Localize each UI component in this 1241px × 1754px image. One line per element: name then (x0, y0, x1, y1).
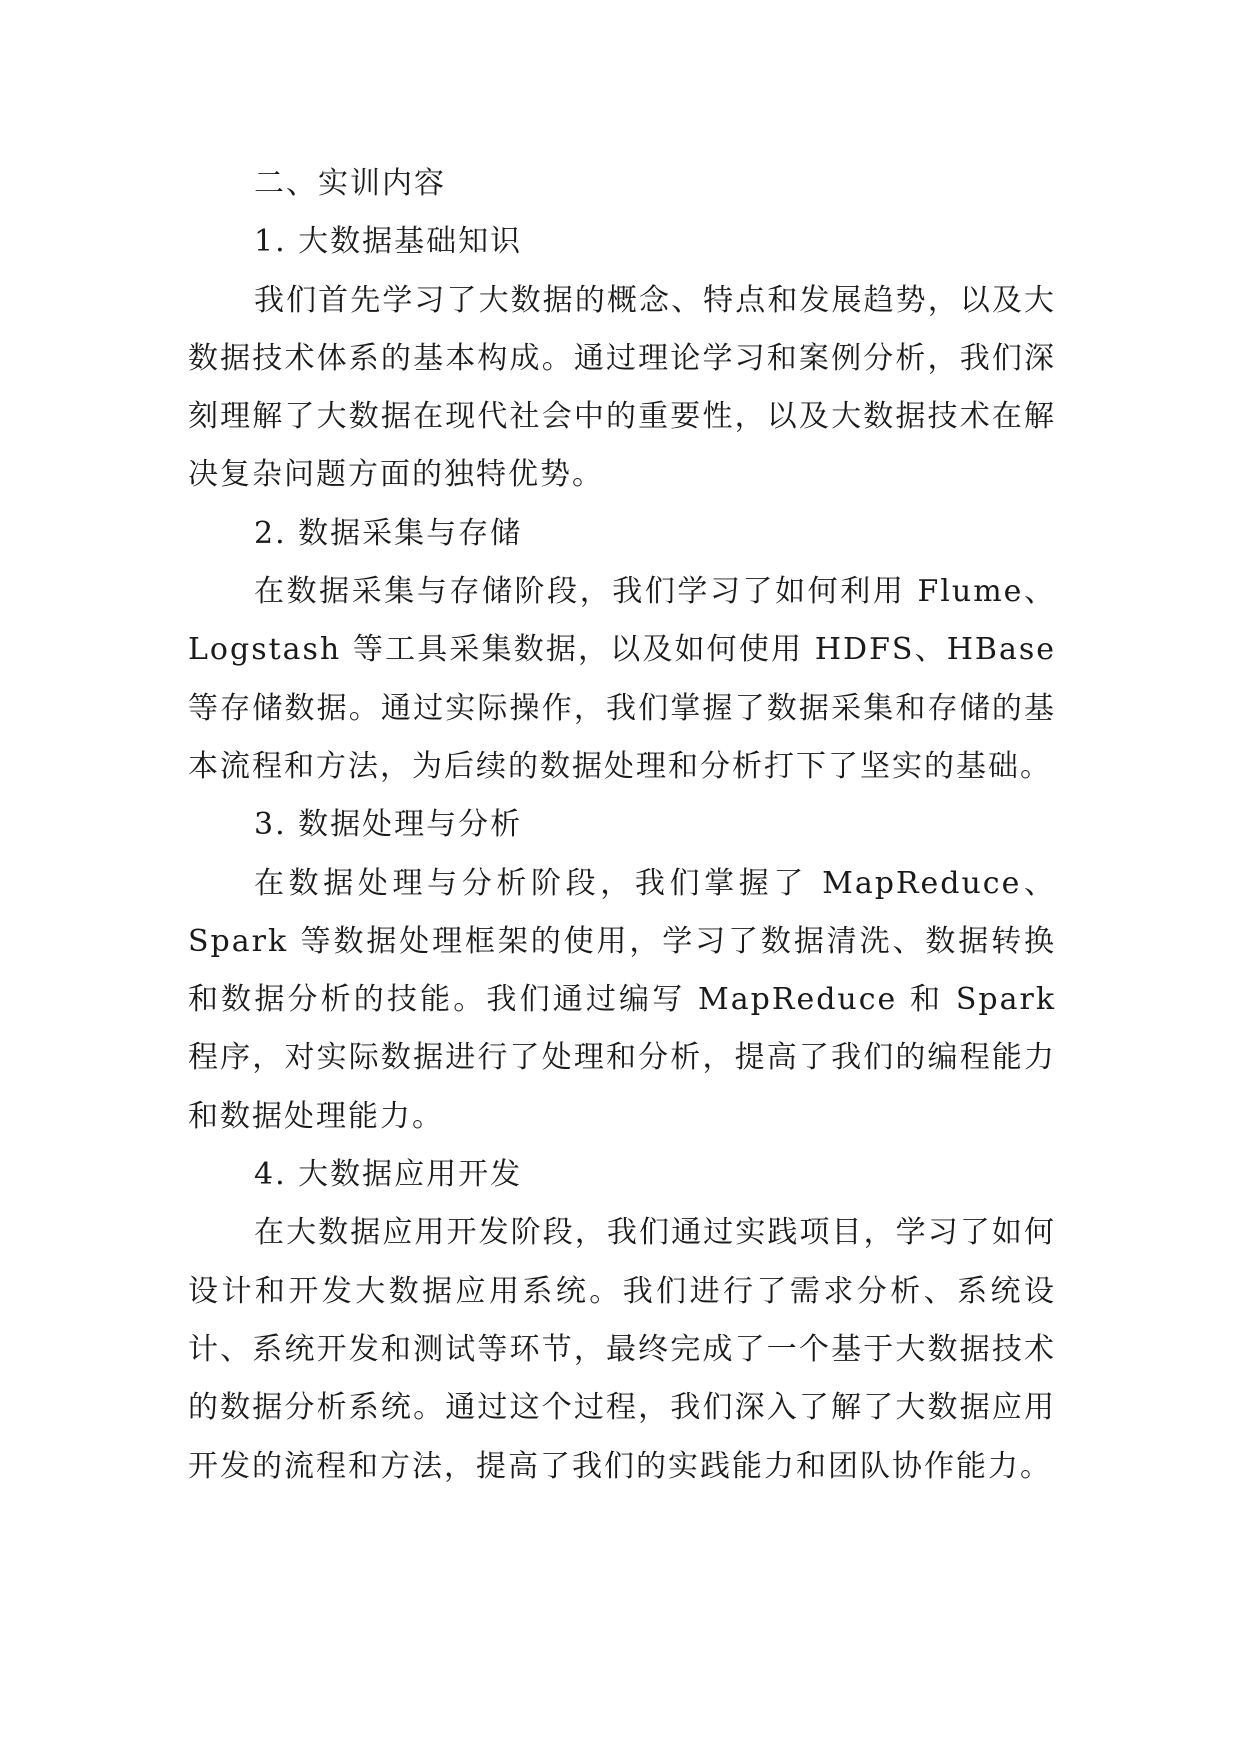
subsection-paragraph-2: 在数据采集与存储阶段，我们学习了如何利用 Flume、Logstash 等工具采集数据，以及如何使用 HDFS、HBase 等存储数据。通过实际操作，我们掌握了数据采集和存储的基本流程和方法，为后续的数据处理和分析打下了坚实的基础。 (188, 574, 1056, 784)
subsection-paragraph-1: 我们首先学习了大数据的概念、特点和发展趋势，以及大数据技术体系的基本构成。通过理论学习和案例分析，我们深刻理解了大数据在现代社会中的重要性，以及大数据技术在解决复杂问题方面的独特优势。 (188, 282, 1056, 493)
subsection-heading-1: 1. 大数据基础知识 (254, 224, 523, 260)
subsection-paragraph-3: 在数据处理与分析阶段，我们掌握了 MapReduce、Spark 等数据处理框架的使用，学习了数据清洗、数据转换和数据分析的技能。我们通过编写 MapReduce 和 Spark 程序，对实际数据进行了处理和分析，提高了我们的编程能力和数据处理能力。 (188, 865, 1056, 1134)
document-body (188, 155, 1056, 1496)
section-title: 二、实训内容 (254, 166, 446, 201)
subsection-paragraph-4: 在大数据应用开发阶段，我们通过实践项目，学习了如何设计和开发大数据应用系统。我们进行了需求分析、系统设计、系统开发和测试等环节，最终完成了一个基于大数据技术的数据分析系统。通过这个过程，我们深入了解了大数据应用开发的流程和方法，提高了我们的实践能力和团队协作能力。 (188, 1215, 1056, 1484)
subsection-heading-4: 4. 大数据应用开发 (254, 1157, 523, 1193)
subsection-heading-3: 3. 数据处理与分析 (254, 807, 523, 843)
subsection-heading-2: 2. 数据采集与存储 (254, 515, 523, 551)
